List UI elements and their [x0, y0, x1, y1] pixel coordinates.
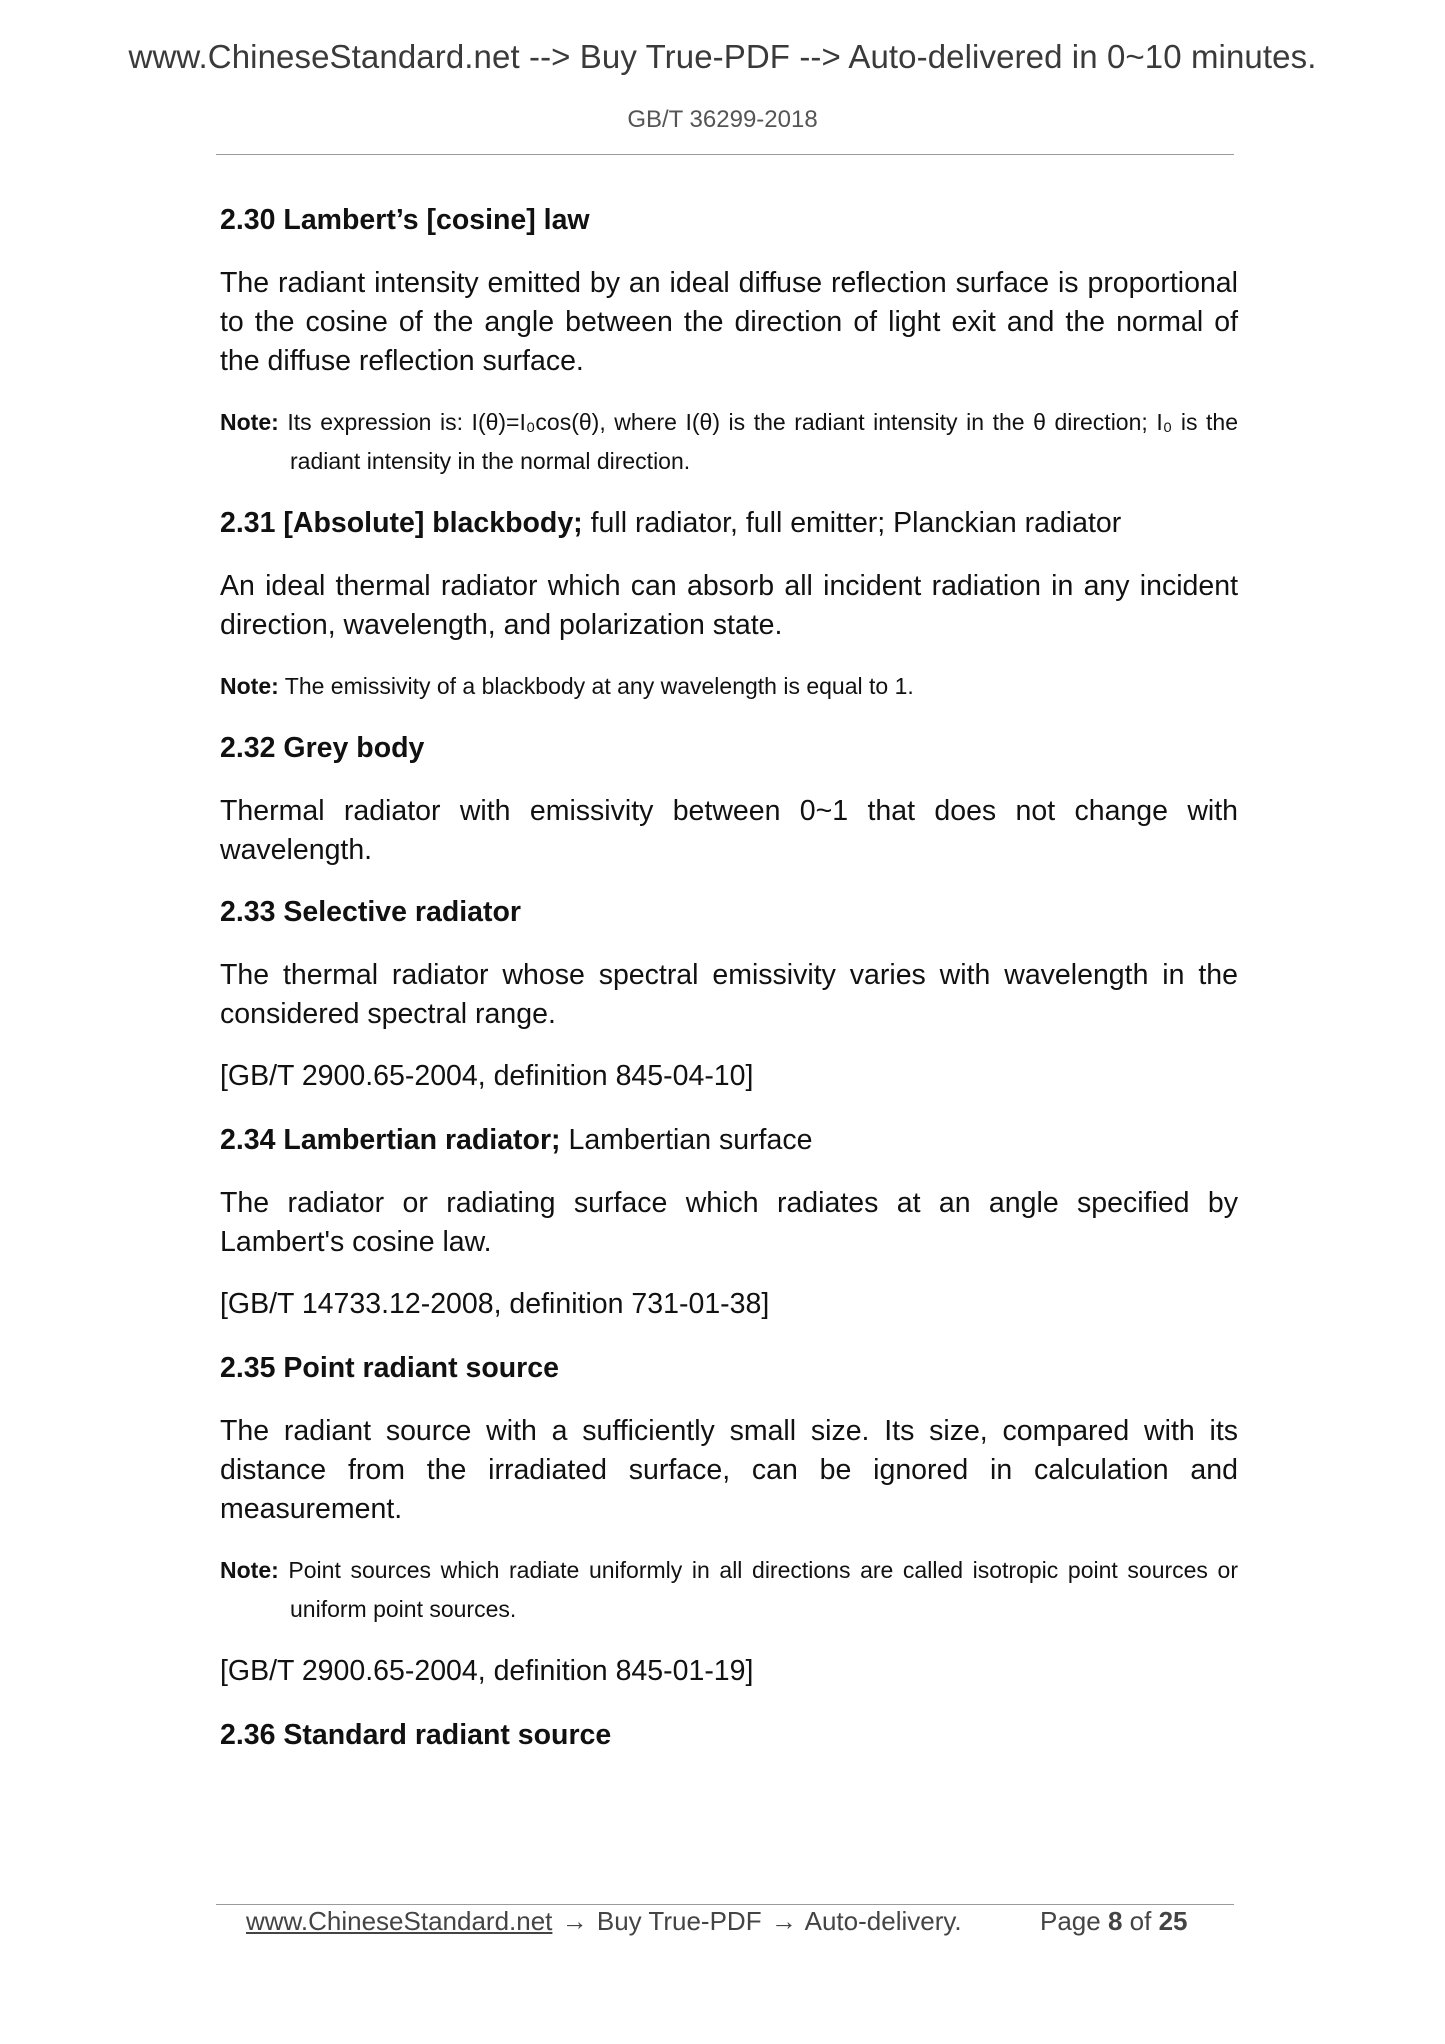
- term-heading-2-30: [220, 200, 1238, 240]
- term-reference: [GB/T 2900.65-2004, definition 845-04-10]: [220, 1060, 754, 1092]
- term-title: [Absolute] blackbody;: [283, 507, 583, 539]
- of-label: of: [1129, 1906, 1152, 1936]
- term-title: Selective radiator: [283, 896, 522, 928]
- term-title: Standard radiant source: [283, 1719, 612, 1751]
- footer-divider: [216, 1904, 1234, 1905]
- footer-delivery-text: Auto-delivery.: [804, 1906, 962, 1936]
- term-definition: The radiant intensity emitted by an ideal diffuse reflection surface is proportional to the cosine of the angle between the direction of light exit and the normal of the diffuse reflection surface.: [220, 267, 1238, 377]
- term-note: [220, 1551, 1238, 1629]
- term-heading-2-32: [220, 728, 1238, 768]
- term-synonyms: Lambertian surface: [568, 1124, 813, 1156]
- term-number: 2.30: [220, 204, 276, 236]
- page-content: [220, 200, 1238, 1779]
- term-heading-2-31: [220, 503, 1238, 543]
- note-label: Note:: [220, 673, 279, 699]
- page-label: Page: [1040, 1906, 1101, 1936]
- note-label: Note:: [220, 1557, 279, 1583]
- term-title: Lambert’s [cosine] law: [283, 204, 590, 236]
- page-footer: [246, 1906, 1246, 1946]
- term-number: 2.33: [220, 896, 276, 928]
- page-indicator: [1040, 1906, 1188, 1937]
- term-number: 2.34: [220, 1124, 276, 1156]
- note-label: Note:: [220, 409, 279, 435]
- term-note: [220, 403, 1238, 481]
- page-number: 8: [1107, 1906, 1123, 1936]
- header-divider: [216, 154, 1234, 155]
- footer-promo: [246, 1906, 962, 1937]
- term-definition: The radiator or radiating surface which radiates at an angle specified by Lambert's cosine law.: [220, 1187, 1238, 1258]
- term-heading-2-35: [220, 1348, 1238, 1388]
- term-definition: Thermal radiator with emissivity between 0~1 that does not change with wavelength.: [220, 795, 1238, 866]
- footer-buy-text: Buy True-PDF: [596, 1906, 762, 1936]
- note-text: Its expression is: I(θ)=I₀cos(θ), where I(θ) is the radiant intensity in the θ direction; I₀ is the radiant intensity in the normal direction.: [287, 409, 1238, 474]
- note-text: The emissivity of a blackbody at any wavelength is equal to 1.: [284, 673, 914, 699]
- term-reference: [GB/T 2900.65-2004, definition 845-01-19]: [220, 1655, 754, 1687]
- term-heading-2-33: [220, 892, 1238, 932]
- header-banner: www.ChineseStandard.net --> Buy True-PDF --> Auto-delivered in 0~10 minutes.: [128, 38, 1317, 75]
- term-definition: The thermal radiator whose spectral emissivity varies with wavelength in the considered spectral range.: [220, 959, 1238, 1030]
- document-code: GB/T 36299-2018: [627, 106, 818, 133]
- total-pages: 25: [1158, 1906, 1188, 1936]
- term-title: Point radiant source: [283, 1352, 559, 1384]
- term-definition: An ideal thermal radiator which can absorb all incident radiation in any incident direction, wavelength, and polarization state.: [220, 570, 1238, 641]
- note-text: Point sources which radiate uniformly in all directions are called isotropic point sources or uniform point sources.: [288, 1557, 1238, 1622]
- term-number: 2.36: [220, 1719, 276, 1751]
- arrow-right-icon: →: [770, 1906, 797, 1936]
- term-heading-2-34: [220, 1120, 1238, 1160]
- term-reference: [GB/T 14733.12-2008, definition 731-01-38]: [220, 1288, 770, 1320]
- term-number: 2.31: [220, 507, 276, 539]
- term-note: [220, 667, 1238, 706]
- website-link[interactable]: www.ChineseStandard.net: [246, 1906, 553, 1936]
- term-definition: The radiant source with a sufficiently small size. Its size, compared with its distance from the irradiated surface, can be ignored in calculation and measurement.: [220, 1415, 1238, 1525]
- term-number: 2.32: [220, 732, 276, 764]
- arrow-right-icon: →: [561, 1906, 588, 1936]
- term-title: Lambertian radiator;: [283, 1124, 561, 1156]
- term-heading-2-36: [220, 1715, 1238, 1755]
- term-synonyms: full radiator, full emitter; Planckian radiator: [590, 507, 1122, 539]
- term-title: Grey body: [283, 732, 425, 764]
- term-number: 2.35: [220, 1352, 276, 1384]
